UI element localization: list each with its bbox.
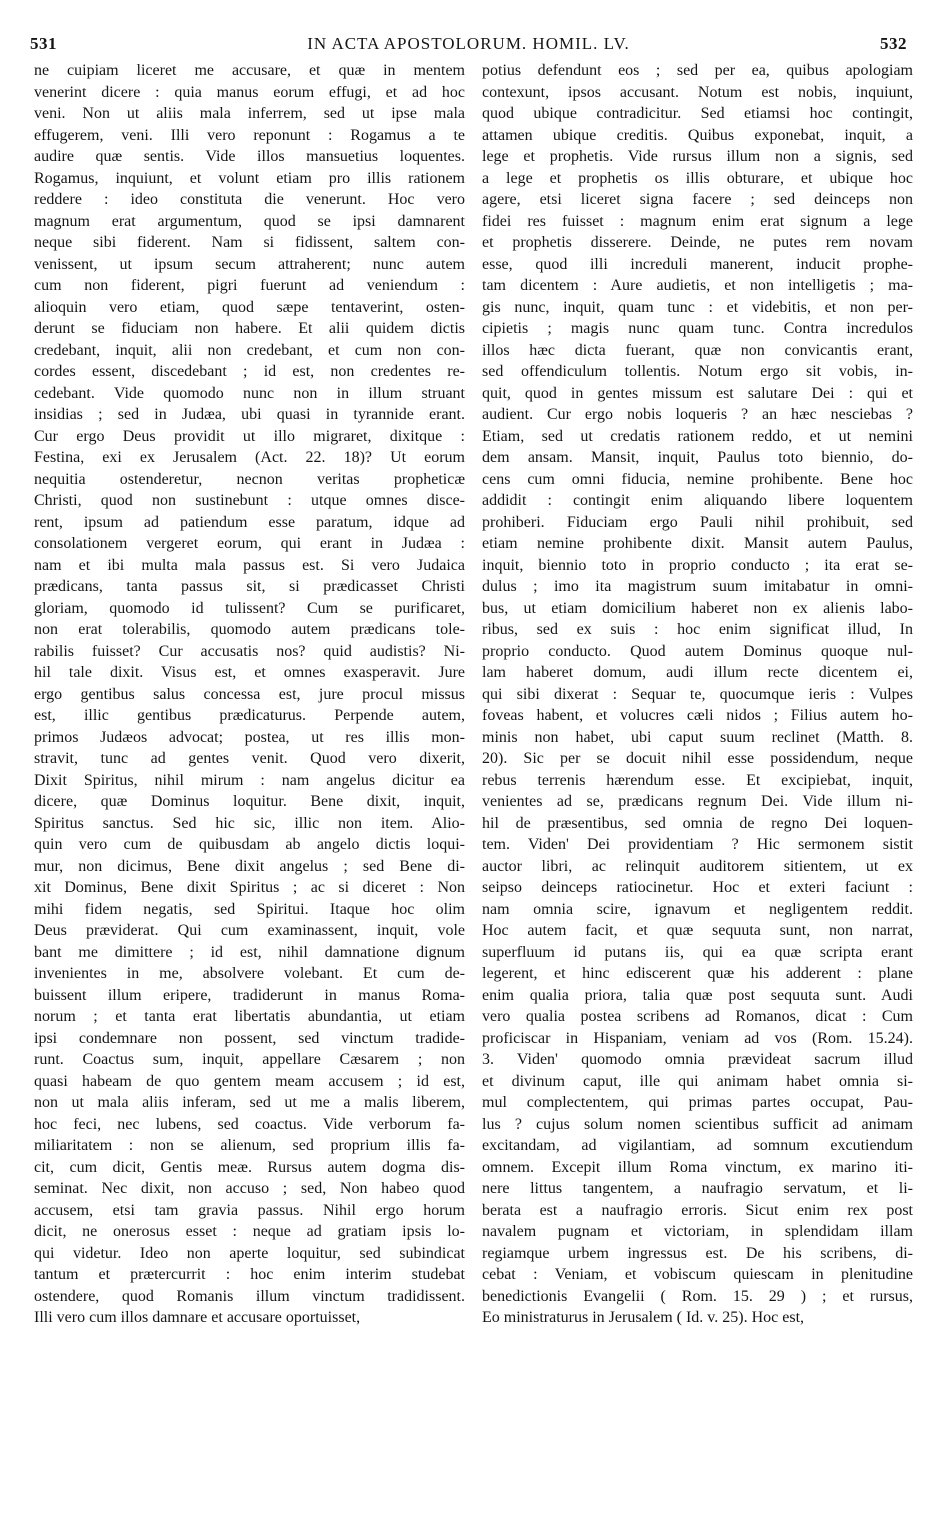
text-line: norum ; et tanta erat libertatis abundantia, ut etiam	[34, 1008, 465, 1025]
text-line: lege et prophetis. Vide rursus illum non a signis, sed	[482, 148, 913, 165]
text-line: non ut mala aliis inferam, sed ut me a malis liberem,	[34, 1094, 465, 1111]
text-line: auctor libri, ac relinquit auditorem sitientem, ut ex	[482, 857, 913, 875]
running-header	[30, 34, 907, 60]
text-line: accusem, etsi tam gravia passus. Nihil ergo horum	[34, 1201, 465, 1219]
text-line: Dixit Spiritus, nihil mirum : nam angelus dicitur ea	[34, 771, 465, 789]
text-line: ergo gentibus salus concessa est, jure procul missus	[34, 685, 465, 703]
text-line: quasi habeam de quo gentem meam accusem ; id est,	[34, 1072, 465, 1090]
text-line: foveas habent, et volucres cæli nidos ; Filius autem ho-	[482, 707, 913, 724]
text-line: insidias ; sed in Judæa, ubi quasi in tyrannide erant.	[34, 406, 465, 423]
text-line: lus ? cujus solum nomen scientibus sufficit ad animam	[482, 1115, 913, 1133]
text-line: effugerem, veni. Illi vero reponunt : Rogamus a te	[34, 126, 465, 144]
text-line: prohiberi. Fiduciam ergo Pauli nihil prohibuit, sed	[482, 513, 913, 531]
text-line: ostendere, quod Romanis illum vinctum tradidissent.	[34, 1287, 465, 1305]
text-line: hoc feci, nec lubens, sed coactus. Vide verborum fa-	[34, 1115, 465, 1133]
text-line: Rogamus, inquiunt, et volunt etiam pro illis rationem	[34, 169, 465, 187]
text-line: Etiam, sed ut credatis rationem reddo, et ut nemini	[482, 427, 913, 445]
text-line: quit, quod in gentes missum est salutare Dei : qui et	[482, 384, 913, 402]
left-text-column	[34, 60, 465, 1329]
text-line: gis nunc, inquit, quam tunc : et videbitis, et non per-	[482, 298, 913, 316]
text-line: ipsi condemnare non possent, sed vinctum tradide-	[34, 1029, 465, 1047]
text-line: mur, non dicimus, Bene dixit angelus ; sed Bene di-	[34, 857, 465, 875]
text-line: enim qualia priora, talia quæ post sequuta sunt. Audi	[482, 986, 913, 1004]
text-line: derunt se fiduciam non habere. Et alii quidem dictis	[34, 320, 465, 337]
text-line: Deus præviderat. Qui cum examinassent, inquit, vole	[34, 922, 465, 939]
text-line: rent, ipsum ad patiendum esse paratum, idque ad	[34, 513, 465, 531]
text-line: reddere : ideo constituta die venerunt. Hoc vero	[34, 191, 465, 208]
text-line: bant me dimittere ; id est, nihil damnatione dignum	[34, 943, 465, 961]
text-line: quod ubique contradicitur. Sed etiamsi hoc contingit,	[482, 105, 913, 122]
text-line: cum non fiderent, pigri fuerunt ad veniendum :	[34, 277, 465, 294]
text-line: consolationem vergeret eorum, qui erant in Judæa :	[34, 535, 465, 552]
text-line: addidit : contingit enim aliquando libere loquentem	[482, 492, 913, 509]
text-line: rebus terrenis hærendum esse. Et excipiebat, inquit,	[482, 771, 913, 789]
text-line: potius defendunt eos ; sed per ea, quibus apologiam	[482, 62, 913, 79]
text-line: qui sibi dixerat : Sequar te, quocumque ieris : Vulpes	[482, 685, 913, 703]
text-line: berata est a naufragio erroris. Sicut enim rex post	[482, 1201, 913, 1219]
text-line: Christi, quod non sustinebunt : utque omnes disce-	[34, 492, 465, 509]
text-line: dicit, ne onerosus esset : neque ad gratiam ipsis lo-	[34, 1223, 465, 1240]
text-line: proficiscar in Hispaniam, veniam ad vos (Rom. 15.24).	[482, 1029, 913, 1047]
text-line: Festina, exi ex Jerusalem (Act. 22. 18)? Ut eorum	[34, 449, 465, 466]
text-line: illos hæc dicta fuerant, quæ non convicantis erant,	[482, 341, 913, 359]
text-line: benedictionis Evangelii ( Rom. 15. 29 ) ; et rursus,	[482, 1287, 913, 1305]
text-line: a lege et prophetis os illis obturare, et ubique hoc	[482, 169, 913, 187]
text-line: runt. Coactus sum, inquit, appellare Cæsarem ; non	[34, 1051, 465, 1068]
text-line: est, illic gentibus prædicaturus. Perpende autem,	[34, 707, 465, 724]
text-line: inquit, biennio toto in proprio conducto ; ita erat se-	[482, 556, 913, 574]
text-line: sed offendiculum tollentis. Notum ergo sit vobis, in-	[482, 363, 913, 380]
text-line: dulus ; imo ita magistrum suum imitabatur in omni-	[482, 578, 913, 595]
text-line: proprio conducto. Quod autem Dominus quoque nul-	[482, 642, 913, 660]
text-line: neque sibi fiderent. Nam si fidissent, saltem con-	[34, 234, 465, 251]
text-line: 20). Sic per se docuit nihil esse possidendum, neque	[482, 750, 913, 767]
text-line: nam omnia scire, ignavum et negligentem reddit.	[482, 900, 913, 918]
text-line: superfluum id putans iis, qui ea quæ scripta erant	[482, 943, 913, 961]
text-line: minis non habet, ubi caput suum reclinet (Matth. 8.	[482, 728, 913, 746]
text-line: et prophetis disserere. Deinde, ne putes rem novam	[482, 234, 913, 251]
text-line: hil tale dixit. Visus est, et omnes exasperavit. Jure	[34, 664, 465, 681]
text-line: primos Judæos advocat; postea, ut res illis mon-	[34, 728, 465, 746]
text-line: dicere, quæ Dominus loquitur. Bene dixit, inquit,	[34, 793, 465, 810]
text-line: miliaritatem : non se alienum, sed proprium illis fa-	[34, 1137, 465, 1154]
text-line: prædicans, tanta passus sit, si prædicasset Christi	[34, 578, 465, 595]
text-line: veni. Non ut aliis mala inferrem, sed ut ipse mala	[34, 105, 465, 122]
text-line: Illi vero cum illos damnare et accusare oportuisset,	[34, 1309, 361, 1326]
text-line: excitandam, ad vigilantiam, ad somnum excutiendum	[482, 1137, 913, 1154]
text-line: stravit, tunc ad gentes venit. Quod vero dixerit,	[34, 750, 465, 767]
text-line: navalem pugnam et victoriam, in splendidam illam	[482, 1223, 913, 1240]
text-line: non erat tolerabilis, quomodo autem prædicans tole-	[34, 621, 465, 638]
text-line: invenientes in me, absolvere volebant. Et cum de-	[34, 965, 465, 982]
text-line: bus, ut etiam domicilium haberet non ex alienis labo-	[482, 599, 913, 617]
text-line: gloriam, quomodo id tulissent? Cum se purificaret,	[34, 599, 465, 617]
running-title: IN ACTA APOSTOLORUM. HOMIL. LV.	[307, 34, 630, 53]
page-number-right: 532	[880, 34, 907, 53]
right-text-column	[482, 60, 913, 1329]
text-line: venerint dicere : quia manus eorum effugi, et ad hoc	[34, 83, 465, 101]
text-line: fidei res fuisset : magnum enim erat signum a lege	[482, 212, 913, 230]
text-line: hil de præsentibus, sed omnia de regno Dei loquen-	[482, 814, 913, 832]
text-line: cipietis ; magis nunc quam tunc. Contra incredulos	[482, 320, 913, 337]
text-line: mihi fidem negatis, sed Spiritui. Itaque hoc olim	[34, 900, 465, 918]
text-line: nequitia ostenderetur, necnon veritas propheticæ	[34, 470, 465, 488]
text-line: 3. Viden' quomodo omnia prævideat sacrum illud	[482, 1051, 913, 1068]
text-line: cit, cum dicit, Gentis meæ. Rursus autem dogma dis-	[34, 1158, 465, 1176]
text-line: tem. Viden' Dei providentiam ? Hic sermonem sistit	[482, 836, 913, 853]
text-line: et divinum caput, ille qui animam habet omnia si-	[482, 1072, 913, 1090]
text-line: buissent illum eripere, tradiderunt in manus Roma-	[34, 986, 465, 1004]
text-line: quin vero cum de quibusdam ab angelo dictis loqui-	[34, 836, 465, 853]
text-line: seipso deinceps ratiocinetur. Hoc et exteri faciunt :	[482, 879, 913, 896]
text-line: nam et ibi multa mala passus est. Si vero Judaica	[34, 556, 465, 574]
text-line: tam dicentem : Aure audietis, et non intelligetis ; ma-	[482, 277, 913, 294]
text-line: omnem. Excepit illum Roma vinctum, ex marino iti-	[482, 1158, 913, 1176]
text-line: ribus, sed ex suis : hoc enim significat illud, In	[482, 621, 913, 638]
text-line: tantum et prætercurrit : hoc enim interim studebat	[34, 1266, 465, 1283]
text-line: Hoc autem facit, et quæ sequuta sunt, non narrat,	[482, 922, 913, 939]
text-line: magnum erat argumentum, quod se ipsi damnarent	[34, 212, 465, 230]
text-line: qui videtur. Ideo non aperte loquitur, sed subindicat	[34, 1244, 465, 1262]
text-line: cebat : Veniam, et vobiscum quiescam in plenitudine	[482, 1266, 913, 1283]
text-line: Cur ergo Deus providit ut illo migraret, dixitque :	[34, 427, 465, 445]
text-line: alioquin vero etiam, quod sæpe tentaverint, osten-	[34, 298, 465, 316]
text-line: vero qualia postea scribens ad Romanos, dicat : Cum	[482, 1008, 913, 1025]
text-line: xit Dominus, Bene dixit Spiritus ; ac si diceret : Non	[34, 879, 465, 896]
text-line: esse, quod illi increduli manerent, inducit prophe-	[482, 255, 913, 273]
text-line: Eo ministraturus in Jerusalem ( Id. v. 25). Hoc est,	[482, 1309, 805, 1326]
text-line: agere, etsi liceret signa facere ; sed deinceps non	[482, 191, 913, 208]
text-line: attamen ubique creditis. Quibus exponebat, inquit, a	[482, 126, 913, 144]
text-line: credebant, inquit, alii non credebant, et cum non con-	[34, 341, 465, 359]
text-line: contexunt, ipsos accusant. Notum est nobis, inquiunt,	[482, 83, 913, 101]
text-line: nere littus tangentem, a naufragio servatum, et li-	[482, 1180, 913, 1197]
text-line: cordes essent, discedebant ; id est, non credentes re-	[34, 363, 465, 380]
text-line: lam haberet domum, audi illum recte dicentem ei,	[482, 664, 913, 681]
text-line: seminat. Nec dixit, non accuso ; sed, Non habeo quod	[34, 1180, 465, 1197]
text-line: venientes ad se, prædicans regnum Dei. Vide illum ni-	[482, 793, 913, 810]
text-line: cedebant. Vide quomodo nunc non in illum struant	[34, 384, 465, 402]
page-number-left: 531	[30, 34, 57, 53]
text-line: ne cuipiam liceret me accusare, et quæ in mentem	[34, 62, 465, 79]
text-line: dem ansam. Mansit, inquit, Paulus toto biennio, do-	[482, 449, 913, 466]
text-line: audient. Cur ergo nobis loqueris ? an hæc nesciebas ?	[482, 406, 913, 423]
text-line: venissent, ut ipsum secum attraherent; nunc autem	[34, 255, 465, 273]
text-line: legerent, et hinc ediscerent quæ his adderent : plane	[482, 965, 913, 982]
text-line: audire quæ sentis. Vide illos mansuetius loquentes.	[34, 148, 465, 165]
text-line: etiam nemine prohibente dixit. Mansit autem Paulus,	[482, 535, 913, 552]
text-line: cens cum omni fiducia, nemine prohibente. Bene hoc	[482, 470, 913, 488]
text-line: rabilis fuisset? Cur accusatis nos? quid audistis? Ni-	[34, 642, 465, 660]
text-line: regiamque urbem ingressus est. De his scribens, di-	[482, 1244, 913, 1262]
text-line: mul complectentem, qui primas partes occupat, Pau-	[482, 1094, 913, 1111]
text-line: Spiritus sanctus. Sed hic sic, illic non item. Alio-	[34, 814, 465, 832]
